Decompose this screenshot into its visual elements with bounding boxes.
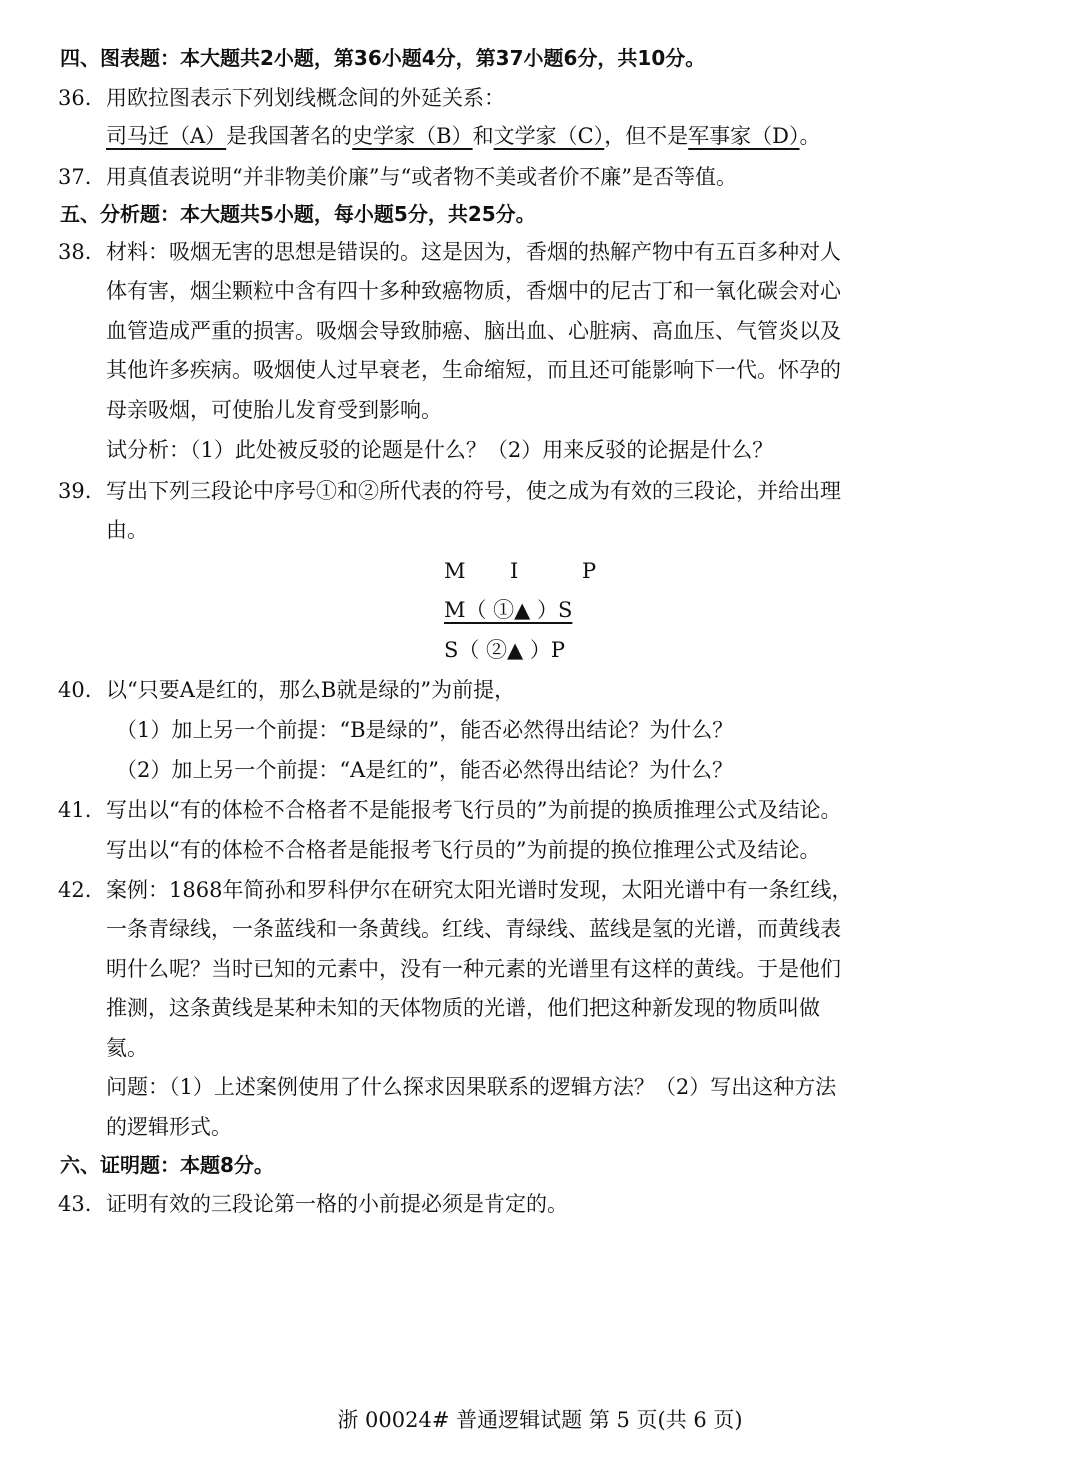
q43-number: 43.	[58, 1192, 92, 1216]
q42-line: 一条青绿线，一条蓝线和一条黄线。红线、青绿线、蓝线是氢的光谱，而黄线表	[106, 917, 841, 941]
page-footer: 浙 00024# 普通逻辑试题 第 5 页(共 6 页)	[337, 1408, 743, 1432]
q36-concept-d: 军事家（D）	[688, 124, 800, 148]
q40-subquestion-2: （2）加上另一个前提：“A是红的”，能否必然得出结论？为什么？	[116, 758, 733, 782]
section-6-heading: 六、证明题：本题8分。	[60, 1153, 274, 1177]
q42-question: 的逻辑形式。	[106, 1115, 232, 1139]
section-5-heading: 五、分析题：本大题共5小题，每小题5分，共25分。	[60, 202, 536, 226]
section-4-heading: 四、图表题：本大题共2小题，第36小题4分，第37小题6分，共10分。	[60, 46, 706, 70]
q41-line: 写出以“有的体检不合格者不是能报考飞行员的”为前提的换质推理公式及结论。	[106, 798, 842, 822]
q37-text: 用真值表说明“并非物美价廉”与“或者物不美或者价不廉”是否等值。	[106, 165, 737, 189]
q39-line: 写出下列三段论中序号①和②所代表的符号，使之成为有效的三段论，并给出理	[106, 479, 841, 503]
q41-line: 写出以“有的体检不合格者是能报考飞行员的”为前提的换位推理公式及结论。	[106, 838, 821, 862]
q42-line: 推测，这条黄线是某种未知的天体物质的光谱，他们把这种新发现的物质叫做	[106, 996, 820, 1020]
q40-subquestion-1: （1）加上另一个前提：“B是绿的”，能否必然得出结论？为什么？	[116, 718, 734, 742]
q42-line: 明什么呢？当时已知的元素中，没有一种元素的光谱里有这样的黄线。于是他们	[106, 957, 841, 981]
q38-line: 体有害，烟尘颗粒中含有四十多种致癌物质，香烟中的尼古丁和一氧化碳会对心	[106, 279, 841, 303]
q39-number: 39.	[58, 479, 92, 503]
q42-line: 案例：1868年简孙和罗科伊尔在研究太阳光谱时发现，太阳光谱中有一条红线，	[106, 878, 853, 902]
syllogism-premise-2: M（ ①▲ ）S	[444, 598, 573, 622]
q40-text: 以“只要A是红的，那么B就是绿的”为前提，	[106, 678, 516, 702]
q36-concept-c: 文学家（C）	[493, 124, 605, 148]
q42-number: 42.	[58, 878, 92, 902]
q42-question: 问题：（1）上述案例使用了什么探求因果联系的逻辑方法？（2）写出这种方法	[106, 1075, 837, 1099]
q42-line: 氦。	[106, 1036, 148, 1060]
q38-question: 试分析：（1）此处被反驳的论题是什么？（2）用来反驳的论据是什么？	[106, 438, 774, 462]
q37-number: 37.	[58, 165, 92, 189]
q41-number: 41.	[58, 798, 92, 822]
q38-line: 血管造成严重的损害。吸烟会导致肺癌、脑出血、心脏病、高血压、气管炎以及	[106, 319, 841, 343]
q38-line: 材料：吸烟无害的思想是错误的。这是因为，香烟的热解产物中有五百多种对人	[106, 240, 841, 264]
q39-line: 由。	[106, 518, 148, 542]
q38-line: 母亲吸烟，可使胎儿发育受到影响。	[106, 398, 442, 422]
q38-line: 其他许多疾病。吸烟使人过早衰老，生命缩短，而且还可能影响下一代。怀孕的	[106, 358, 841, 382]
q36-number: 36.	[58, 86, 92, 110]
q36-concept-a: 司马迁（A）	[106, 124, 227, 148]
q43-text: 证明有效的三段论第一格的小前提必须是肯定的。	[106, 1192, 568, 1216]
syllogism-conclusion: S（ ②▲ ）P	[444, 638, 566, 662]
q40-number: 40.	[58, 678, 92, 702]
q36-text: 用欧拉图表示下列划线概念间的外延关系：	[106, 86, 505, 110]
q36-sentence: 司马迁（A）是我国著名的史学家（B）和文学家（C），但不是军事家（D）。	[106, 124, 821, 148]
q36-concept-b: 史学家（B）	[352, 124, 473, 148]
q38-number: 38.	[58, 240, 92, 264]
